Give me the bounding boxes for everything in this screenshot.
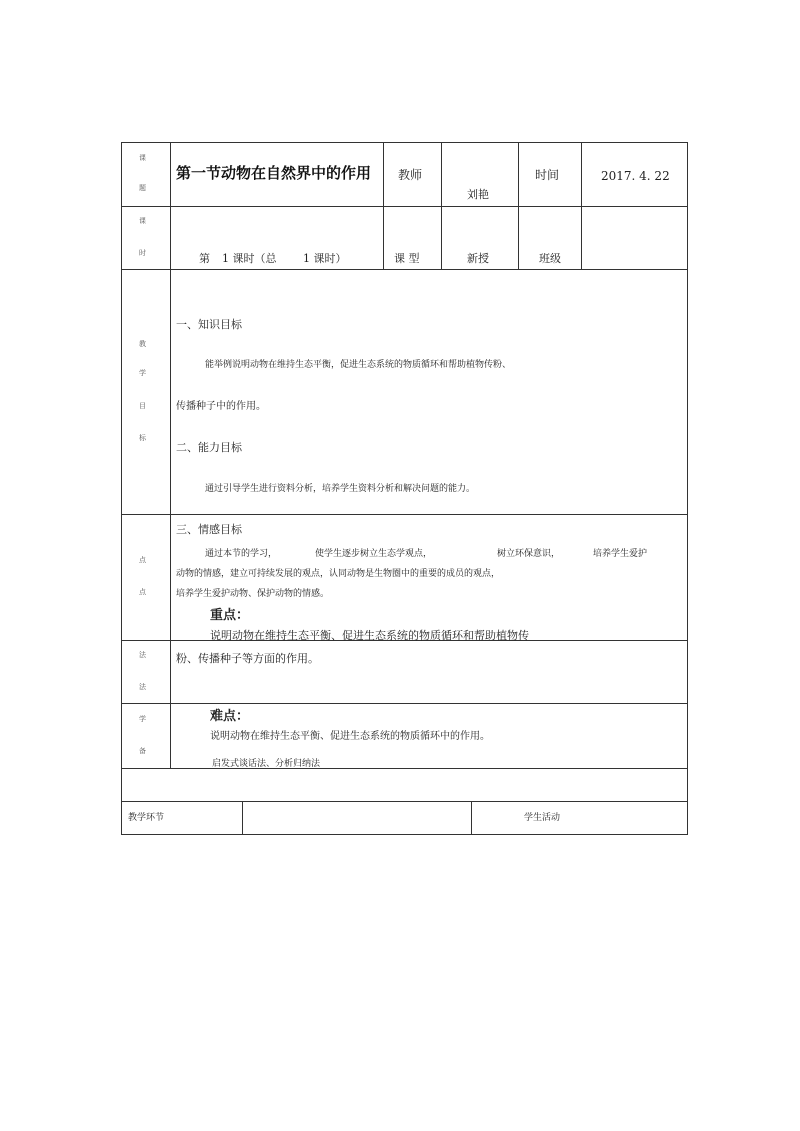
row-divider <box>121 269 688 270</box>
column-divider <box>242 801 243 835</box>
key-point-text-cont: 粉、传播种子等方面的作用。 <box>176 652 319 665</box>
emotion-text: 使学生逐步树立生态学观点， <box>315 549 433 559</box>
emotion-text: 培养学生爱护动物、保护动物的情感。 <box>176 589 330 599</box>
emotion-text: 培养学生爱护 <box>593 549 648 559</box>
objectives-label: 标 <box>139 434 146 442</box>
row-divider <box>121 703 688 704</box>
row-divider <box>121 206 688 207</box>
column-divider <box>471 801 472 835</box>
teacher-name: 刘艳 <box>467 188 489 201</box>
column-divider <box>518 142 519 269</box>
teaching-method-text: 启发式谈话法、分析归纳法 <box>212 759 321 769</box>
knowledge-text-cont: 传播种子中的作用。 <box>176 401 266 412</box>
ability-heading: 二、能力目标 <box>176 441 242 454</box>
class-label: 班级 <box>539 252 561 265</box>
key-points-label: 点 <box>139 588 146 596</box>
key-point-label: 重点： <box>210 608 250 623</box>
lesson-total: 1 课时） <box>303 252 347 265</box>
period-label: 课 <box>139 217 146 225</box>
row-divider <box>121 768 688 769</box>
topic-label: 课 <box>139 154 146 162</box>
objectives-label: 教 <box>139 340 146 348</box>
emotion-text: 通过本节的学习， <box>205 549 278 559</box>
method-label: 法 <box>139 683 146 691</box>
lesson-prefix: 第 <box>199 252 210 265</box>
emotion-text: 动物的情感，建立可持续发展的观点，认同动物是生物圈中的重要的成员的观点， <box>176 569 501 579</box>
knowledge-text: 能举例说明动物在维持生态平衡，促进生态系统的物质循环和帮助植物传粉、 <box>205 360 512 370</box>
key-points-label: 点 <box>139 556 146 564</box>
key-point-text: 说明动物在维持生态平衡、促进生态系统的物质循环和帮助植物传 <box>210 629 529 642</box>
row-divider <box>121 514 688 515</box>
topic-label: 题 <box>139 184 146 192</box>
ability-text: 通过引导学生进行资料分析，培养学生资料分析和解决问题的能力。 <box>205 484 476 494</box>
time-label: 时间 <box>535 168 560 182</box>
objectives-label: 学 <box>139 369 146 377</box>
lesson-number: 1 课时（总 <box>222 252 277 265</box>
prep-label: 备 <box>139 747 146 755</box>
lesson-type-value: 新授 <box>467 252 489 265</box>
emotion-text: 树立环保意识， <box>497 549 561 559</box>
prep-label: 学 <box>139 715 146 723</box>
column-divider <box>581 142 582 269</box>
difficulty-text: 说明动物在维持生态平衡、促进生态系统的物质循环中的作用。 <box>210 731 490 742</box>
objectives-label: 目 <box>139 402 146 410</box>
page-title: 第一节动物在自然界中的作用 <box>176 164 372 182</box>
difficulty-label: 难点： <box>210 709 250 724</box>
lesson-type-label: 课 型 <box>394 252 420 265</box>
student-activity-header: 学生活动 <box>524 813 561 823</box>
teaching-step-header: 教学环节 <box>128 813 165 823</box>
knowledge-heading: 一、知识目标 <box>176 318 242 331</box>
period-label: 时 <box>139 249 146 257</box>
column-divider <box>441 142 442 269</box>
lesson-date: 2017. 4. 22 <box>601 169 670 183</box>
emotion-heading: 三、情感目标 <box>176 523 242 536</box>
teacher-label: 教师 <box>398 168 423 182</box>
method-label: 法 <box>139 651 146 659</box>
column-divider <box>383 142 384 269</box>
label-column-divider <box>170 142 171 768</box>
row-divider <box>121 801 688 802</box>
